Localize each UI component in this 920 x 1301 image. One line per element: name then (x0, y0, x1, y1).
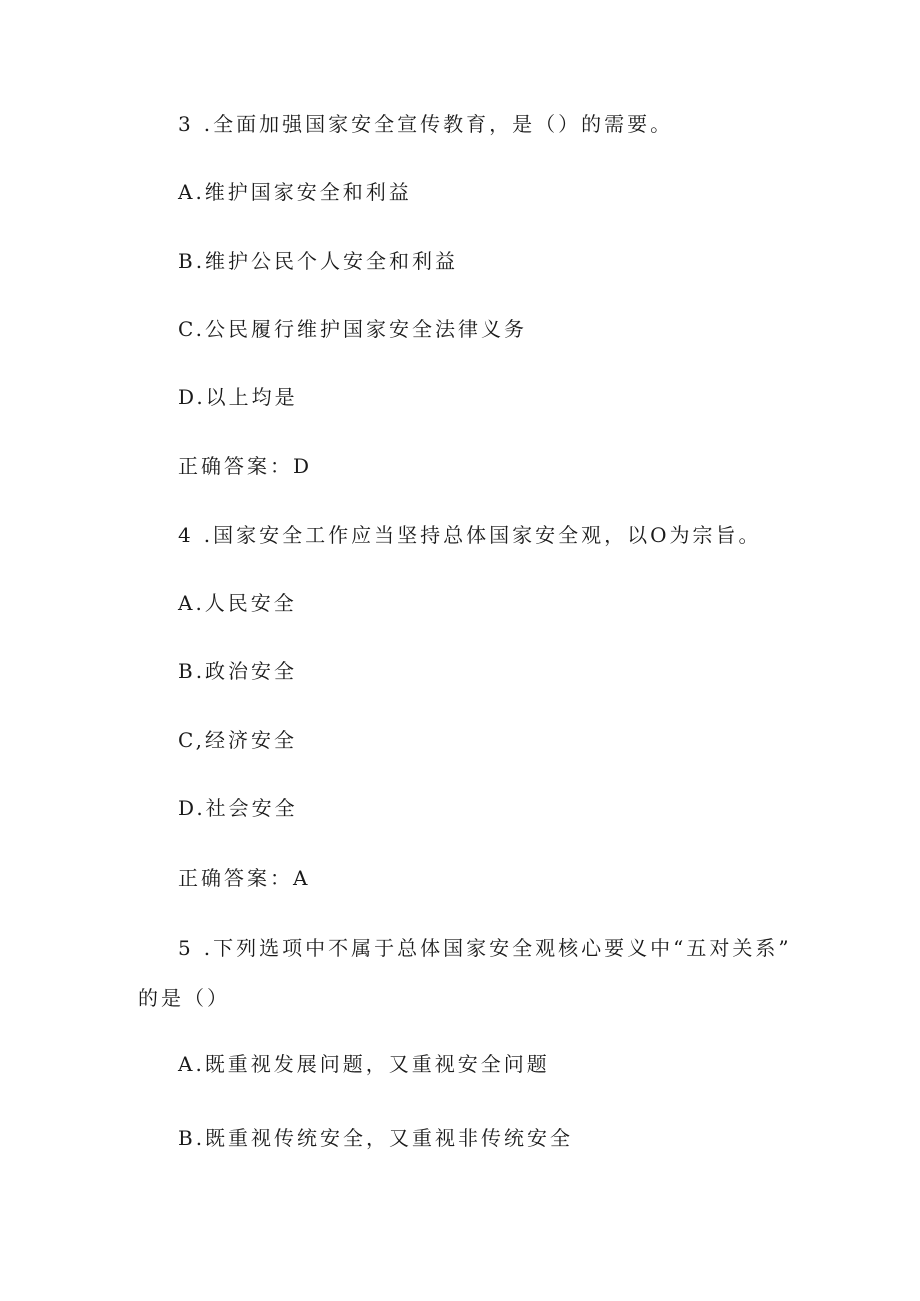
question-number: 5 (178, 936, 194, 960)
option-b: B.维护公民个人安全和利益 (178, 249, 459, 273)
option-c: C,经济安全 (178, 728, 297, 752)
question-text-continued: 的是（） (138, 986, 230, 1010)
question-text: .全面加强国家安全宣传教育，是（）的需要。 (203, 112, 674, 136)
question-text: .下列选项中不属于总体国家安全观核心要义中“五对关系” (203, 936, 792, 960)
option-d: D.社会安全 (178, 796, 298, 820)
option-a: A.维护国家安全和利益 (178, 180, 412, 204)
question-text: .国家安全工作应当坚持总体国家安全观，以O为宗旨。 (203, 523, 762, 547)
correct-answer: 正确答案：D (178, 454, 313, 478)
question-4-stem (178, 523, 762, 547)
question-number: 4 (178, 523, 194, 547)
option-b: B.政治安全 (178, 659, 298, 683)
option-c: C.公民履行维护国家安全法律义务 (178, 317, 527, 341)
question-number: 3 (178, 112, 194, 136)
option-a: A.既重视发展问题，又重视安全问题 (178, 1052, 550, 1076)
option-d: D.以上均是 (178, 385, 298, 409)
option-a: A.人民安全 (178, 591, 297, 615)
correct-answer: 正确答案：A (178, 866, 311, 890)
option-b: B.既重视传统安全，又重视非传统安全 (178, 1126, 574, 1150)
question-5-stem (178, 936, 792, 960)
question-3-stem (178, 112, 673, 136)
